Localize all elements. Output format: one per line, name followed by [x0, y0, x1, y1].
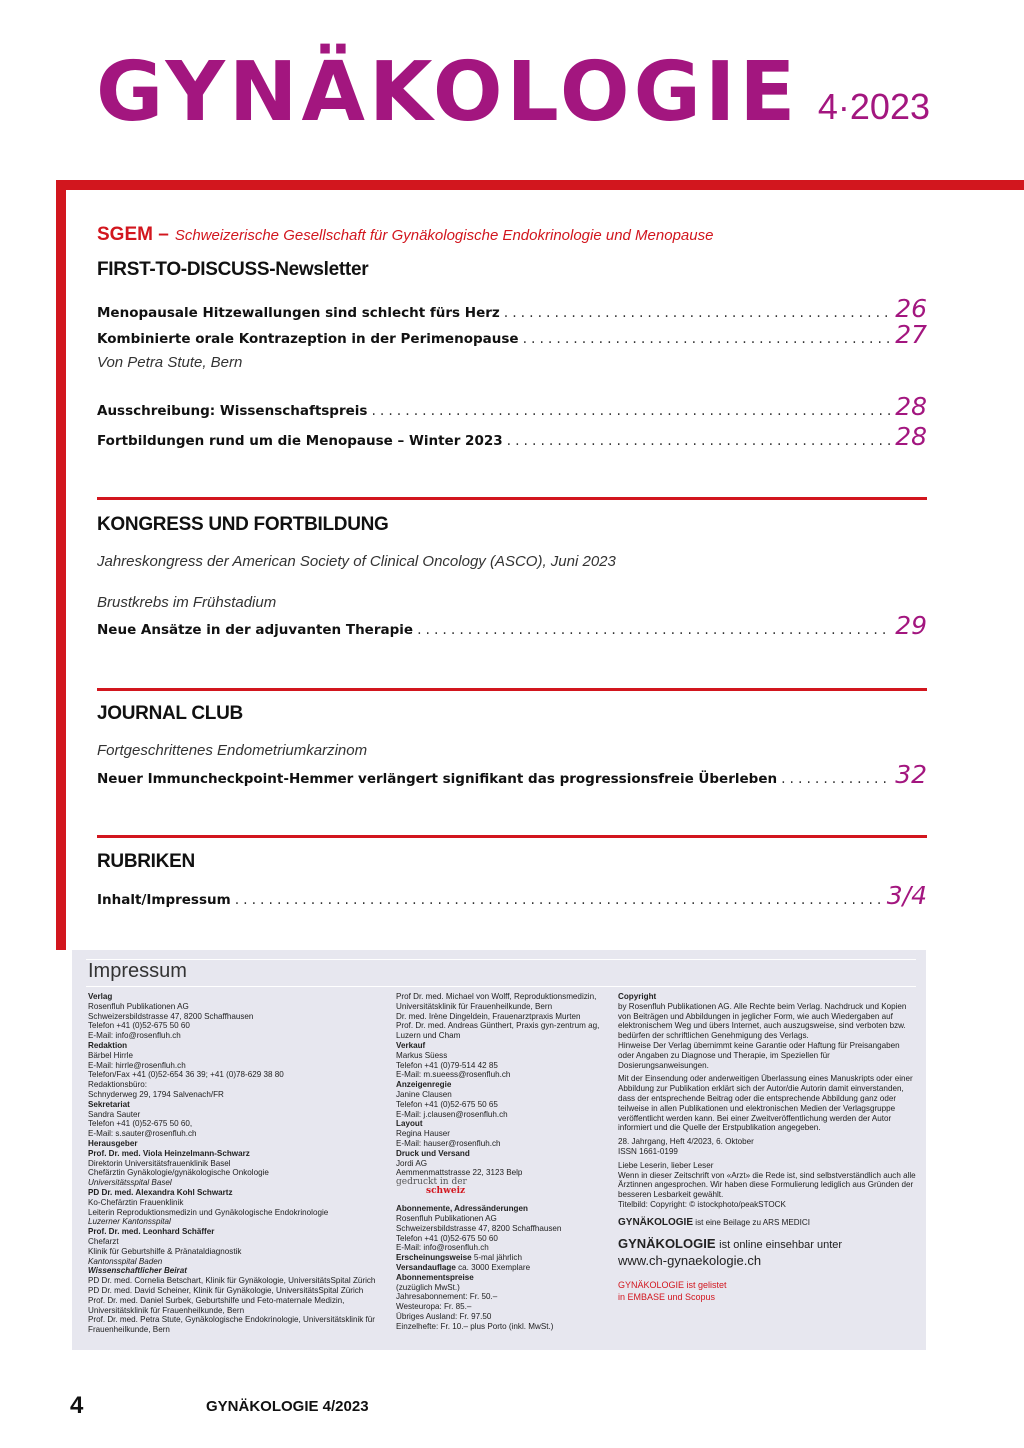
toc-entry[interactable] [97, 294, 927, 323]
toc-entry-title: Kombinierte orale Kontrazeption in der Perimenopause [97, 331, 519, 347]
impressum-line: PD Dr. med. David Scheiner, Klinik für Gynäkologie, UniversitätsSpital Zürich [88, 1285, 364, 1295]
impressum-line: Copyright [618, 992, 657, 1001]
toc-page-number: 28 [895, 392, 927, 421]
toc-entry-title: Ausschreibung: Wissenschaftspreis [97, 403, 368, 419]
impressum-line: Frauenheilkunde, Bern [88, 1325, 170, 1335]
impressum-line: Bärbel Hirrle [88, 1050, 133, 1060]
toc-entry-title: Inhalt/Impressum [97, 892, 231, 908]
impressum-line: Wissenschaftlicher Beirat [88, 1266, 187, 1276]
toc-entry-title: Fortbildungen rund um die Menopause – Winter 2023 [97, 433, 503, 449]
impressum-line: Übriges Ausland: Fr. 97.50 [396, 1311, 492, 1321]
listed-note-1: GYNÄKOLOGIE ist gelistet [618, 1279, 727, 1290]
impressum-line: (zuzüglich MwSt.) [396, 1282, 460, 1292]
impressum-line: E-Mail: s.sauter@rosenfluh.ch [88, 1129, 197, 1139]
section-divider [97, 835, 927, 838]
impressum-line: informiert und die Quelle der Erstpublikation angegeben. [618, 1123, 821, 1133]
toc-page-number: 32 [895, 760, 927, 789]
impressum-label: Erscheinungsweise [396, 1253, 472, 1263]
supplement-note [618, 1218, 918, 1228]
toc-entry-title: Menopausale Hitzewallungen sind schlecht fürs Herz [97, 305, 500, 321]
issue-number: 4·2023 [817, 86, 930, 127]
supplement-text: ist eine Beilage zu ARS MEDICI [695, 1217, 810, 1227]
section-heading-kongress: KONGRESS UND FORTBILDUNG [97, 514, 389, 535]
impressum-line: Markus Süess [396, 1050, 448, 1060]
impressum-line: Prof Dr. med. Michael von Wolff, Reproduktionsmedizin, [396, 992, 597, 1001]
toc-page-number: 28 [895, 422, 927, 451]
red-frame-top [56, 180, 1024, 190]
impressum-line: Druck und Versand [396, 1148, 470, 1158]
impressum-line: Luzern und Cham [396, 1031, 461, 1041]
brand-name: GYNÄKOLOGIE [618, 1216, 694, 1228]
impressum-line: Abonnemente, Adressänderungen [396, 1204, 528, 1214]
impressum-line: Ärztinnen angesprochen. Wir haben diese Formulierung lediglich aus Gründen der [618, 1180, 914, 1190]
impressum-line: PD Dr. med. Alexandra Kohl Schwartz [88, 1187, 233, 1197]
impressum-line: Direktorin Universitätsfrauenklinik Basel [88, 1158, 231, 1168]
impressum-rule [86, 986, 916, 987]
impressum-column-1 [88, 992, 388, 1335]
impressum-line: ISSN 1661-0199 [618, 1146, 678, 1156]
impressum-line: Telefon/Fax +41 (0)52-654 36 39; +41 (0)78-629 38 80 [88, 1070, 284, 1080]
toc-entry[interactable] [97, 422, 927, 451]
toc-entry[interactable] [97, 760, 927, 789]
article-kicker: Fortgeschrittenes Endometriumkarzinom [97, 742, 368, 759]
section-heading-journal-club: JOURNAL CLUB [97, 703, 243, 724]
impressum-line: Einzelhefte: Fr. 10.– plus Porto (inkl. MwSt.) [396, 1321, 554, 1331]
page-footer [70, 1392, 470, 1422]
impressum-line: Sandra Sauter [88, 1109, 141, 1119]
impressum-line: Klinik für Geburtshilfe & Pränataldiagnostik [88, 1246, 242, 1256]
impressum-line: Kantonsspital Baden [88, 1256, 163, 1266]
toc-entry[interactable] [97, 611, 927, 640]
website-link[interactable]: www.ch-gynaekologie.ch [618, 1252, 762, 1268]
impressum-line: Telefon +41 (0)79-514 42 85 [396, 1060, 498, 1070]
impressum-line: Dr. med. Irène Dingeldein, Frauenarztpraxis Murten [396, 1011, 581, 1021]
section-heading-newsletter: FIRST-TO-DISCUSS-Newsletter [97, 259, 369, 280]
impressum-line: E-Mail: info@rosenfluh.ch [396, 1243, 489, 1253]
listed-note-2: in EMBASE und Scopus [618, 1291, 716, 1302]
impressum-line: veröffentlicht werden kann. Bei einer Zweitveröffentlichung werden der Autor [618, 1113, 892, 1123]
impressum-line: Universitätsklinik für Frauenheilkunde, Bern [88, 1305, 245, 1315]
impressum-line: Jahresabonnement: Fr. 50.– [396, 1292, 498, 1302]
impressum-line: Abbildung zur Publikation erklärt sich der Autor/die Autorin damit einverstanden, [618, 1084, 904, 1094]
impressum-line: Ko-Chefärztin Frauenklinik [88, 1197, 184, 1207]
impressum-line: Mit der Einsendung oder anderweitigen Überlassung eines Manuskripts oder einer [618, 1074, 913, 1084]
impressum-line: Erscheinungsweise 5-mal jährlich [396, 1253, 522, 1263]
impressum-line: Prof. Dr. med. Andreas Günthert, Praxis gyn-zentrum ag, [396, 1021, 600, 1031]
impressum-line: Verlag [88, 992, 113, 1001]
impressum-line: E-Mail: j.clausen@rosenfluh.ch [396, 1109, 508, 1119]
page-number: 4 [70, 1392, 84, 1419]
impressum-line: PD Dr. med. Cornelia Betschart, Klinik für Gynäkologie, UniversitätsSpital Zürich [88, 1276, 376, 1286]
impressum-line: Versandauflage ca. 3000 Exemplare [396, 1262, 531, 1272]
online-text: ist online einsehbar unter [719, 1238, 843, 1251]
section-heading-rubriken: RUBRIKEN [97, 851, 195, 872]
impressum-line: by Rosenfluh Publikationen AG. Alle Rechte beim Verlag. Nachdruck und Kopien [618, 1001, 907, 1011]
impressum-line: Telefon +41 (0)52-675 50 60 [88, 1021, 190, 1031]
online-note [618, 1236, 918, 1253]
sgem-header [97, 224, 713, 246]
impressum-line: Prof. Dr. med. Leonhard Schäffer [88, 1227, 215, 1237]
impressum-line: Liebe Leserin, lieber Leser [618, 1160, 714, 1170]
toc-entry-title: Neue Ansätze in der adjuvanten Therapie [97, 622, 414, 638]
impressum-line: Aemmenmattstrasse 22, 3123 Belp [396, 1168, 523, 1178]
impressum-line: E-Mail: hirrle@rosenfluh.ch [88, 1060, 186, 1070]
toc-page-number: 29 [895, 611, 927, 640]
impressum-line: E-Mail: hauser@rosenfluh.ch [396, 1138, 501, 1148]
impressum-line: von Beiträgen und Abbildungen in jeglicher Form, wie auch Wiedergaben auf [618, 1011, 893, 1021]
impressum-line: Westeuropa: Fr. 85.– [396, 1302, 472, 1312]
impressum-line: Universitätsklinik für Frauenheilkunde, Bern [396, 1001, 553, 1011]
impressum-line: Schweizersbildstrasse 47, 8200 Schaffhausen [396, 1223, 562, 1233]
leader-dots [235, 892, 883, 908]
impressum-line: Telefon +41 (0)52-675 50 60, [88, 1119, 193, 1129]
toc-page-number: 27 [895, 320, 927, 349]
impressum-line: Leiterin Reproduktionsmedizin und Gynäkologische Endokrinologie [88, 1207, 329, 1217]
sgem-full: Schweizerische Gesellschaft für Gynäkologische Endokrinologie und Menopause [174, 227, 714, 244]
impressum-line: Chefarzt [88, 1236, 119, 1246]
section-divider [97, 688, 927, 691]
toc-page-number: 26 [895, 294, 927, 323]
toc-entry-title: Neuer Immuncheckpoint-Hemmer verlängert signifikant das progressionsfreie Überleben [97, 771, 778, 787]
printed-in-switzerland-logo [396, 1178, 606, 1196]
impressum-title: Impressum [88, 960, 187, 982]
leader-dots [523, 331, 892, 347]
impressum-line: teilweise in allen Publikationen und elektronischen Medien der Verlagsgruppe [618, 1103, 896, 1113]
impressum-line: Jordi AG [396, 1158, 428, 1168]
impressum-line: Layout [396, 1119, 423, 1129]
impressum-line: Janine Clausen [396, 1089, 452, 1099]
stamp-line-1: gedruckt in der [396, 1177, 467, 1188]
red-frame-left [56, 180, 66, 950]
sgem-abbr: SGEM – [97, 224, 169, 245]
author-line: Von Petra Stute, Bern [97, 354, 243, 371]
impressum-line: Chefärztin Gynäkologie/gynäkologische Onkologie [88, 1168, 269, 1178]
impressum-line: Prof. Dr. med. Daniel Surbek, Geburtshilfe und Feto-maternale Medizin, [88, 1295, 345, 1305]
impressum-line: Verkauf [396, 1040, 426, 1050]
impressum-line: 28. Jahrgang, Heft 4/2023, 6. Oktober [618, 1137, 754, 1147]
leader-dots [507, 433, 892, 449]
impressum-line: E-Mail: info@rosenfluh.ch [88, 1031, 181, 1041]
toc-entry[interactable] [97, 392, 927, 421]
impressum-label: Versandauflage [396, 1262, 456, 1272]
leader-dots [417, 622, 891, 638]
toc-page-number: 3/4 [886, 881, 927, 910]
leader-dots [781, 771, 891, 787]
article-kicker: Brustkrebs im Frühstadium [97, 594, 277, 611]
impressum-line: Abonnementspreise [396, 1272, 474, 1282]
impressum-line: Anzeigenregie [396, 1080, 452, 1090]
impressum-line: Hinweise Der Verlag übernimmt keine Garantie oder Haftung für Preisangaben [618, 1040, 900, 1050]
brand-name: GYNÄKOLOGIE [618, 1235, 716, 1251]
impressum-line: oder Angaben zu Diagnose und Therapie, im Speziellen für Dosierungsanweisungen. [618, 1050, 830, 1070]
impressum-line: Regina Hauser [396, 1129, 450, 1139]
impressum-box [72, 950, 926, 1350]
toc-entry[interactable] [97, 320, 927, 349]
impressum-column-2 [396, 992, 606, 1332]
impressum-line: Redaktion [88, 1040, 128, 1050]
impressum-line: Schweizersbildstrasse 47, 8200 Schaffhausen [88, 1011, 254, 1021]
section-subtitle: Jahreskongress der American Society of Clinical Oncology (ASCO), Juni 2023 [97, 553, 616, 570]
impressum-line: besseren Lesbarkeit gewählt. [618, 1190, 724, 1200]
impressum-line: Schnyderweg 29, 1794 Salvenach/FR [88, 1089, 224, 1099]
leader-dots [371, 403, 891, 419]
impressum-line: Prof. Dr. med. Viola Heinzelmann-Schwarz [88, 1148, 250, 1158]
toc-entry[interactable] [97, 881, 927, 910]
impressum-line: elektronischem Weg und übers Internet, auch auszugsweise, sind verboten bzw. [618, 1021, 906, 1031]
impressum-line: Telefon +41 (0)52-675 50 60 [396, 1233, 498, 1243]
impressum-line: E-Mail: m.sueess@rosenfluh.ch [396, 1070, 511, 1080]
footer-magazine: GYNÄKOLOGIE 4/2023 [206, 1398, 369, 1415]
impressum-line: Telefon +41 (0)52-675 50 65 [396, 1099, 498, 1109]
section-divider [97, 497, 927, 500]
impressum-line: Universitätsspital Basel [88, 1178, 172, 1188]
impressum-line: Prof. Dr. med. Petra Stute, Gynäkologische Endokrinologie, Universitätsklinik für [88, 1315, 376, 1325]
impressum-line: Rosenfluh Publikationen AG [88, 1001, 189, 1011]
impressum-line: Rosenfluh Publikationen AG [396, 1213, 497, 1223]
magazine-title: GYNÄKOLOGIE [96, 45, 800, 140]
stamp-line-2: schweiz [426, 1186, 466, 1197]
impressum-line: Luzerner Kantonsspital [88, 1217, 171, 1227]
impressum-line: Wenn in dieser Zeitschrift von «Arzt» die Rede ist, sind selbstverständlich auch alle [618, 1170, 916, 1180]
impressum-line: Sekretariat [88, 1099, 130, 1109]
impressum-line: Titelbild: Copyright: © istockphoto/peakSTOCK [618, 1199, 786, 1209]
impressum-line: Herausgeber [88, 1138, 138, 1148]
masthead [96, 45, 936, 140]
impressum-line: bedürfen der schriftlichen Genehmigung des Verlags. [618, 1031, 809, 1041]
leader-dots [504, 305, 891, 321]
impressum-line: dass der entsprechende Beitrag oder die entsprechende Abbildung ganz oder [618, 1093, 897, 1103]
impressum-column-3 [618, 992, 918, 1303]
impressum-rule [86, 959, 916, 960]
impressum-line: Redaktionsbüro: [88, 1080, 147, 1090]
